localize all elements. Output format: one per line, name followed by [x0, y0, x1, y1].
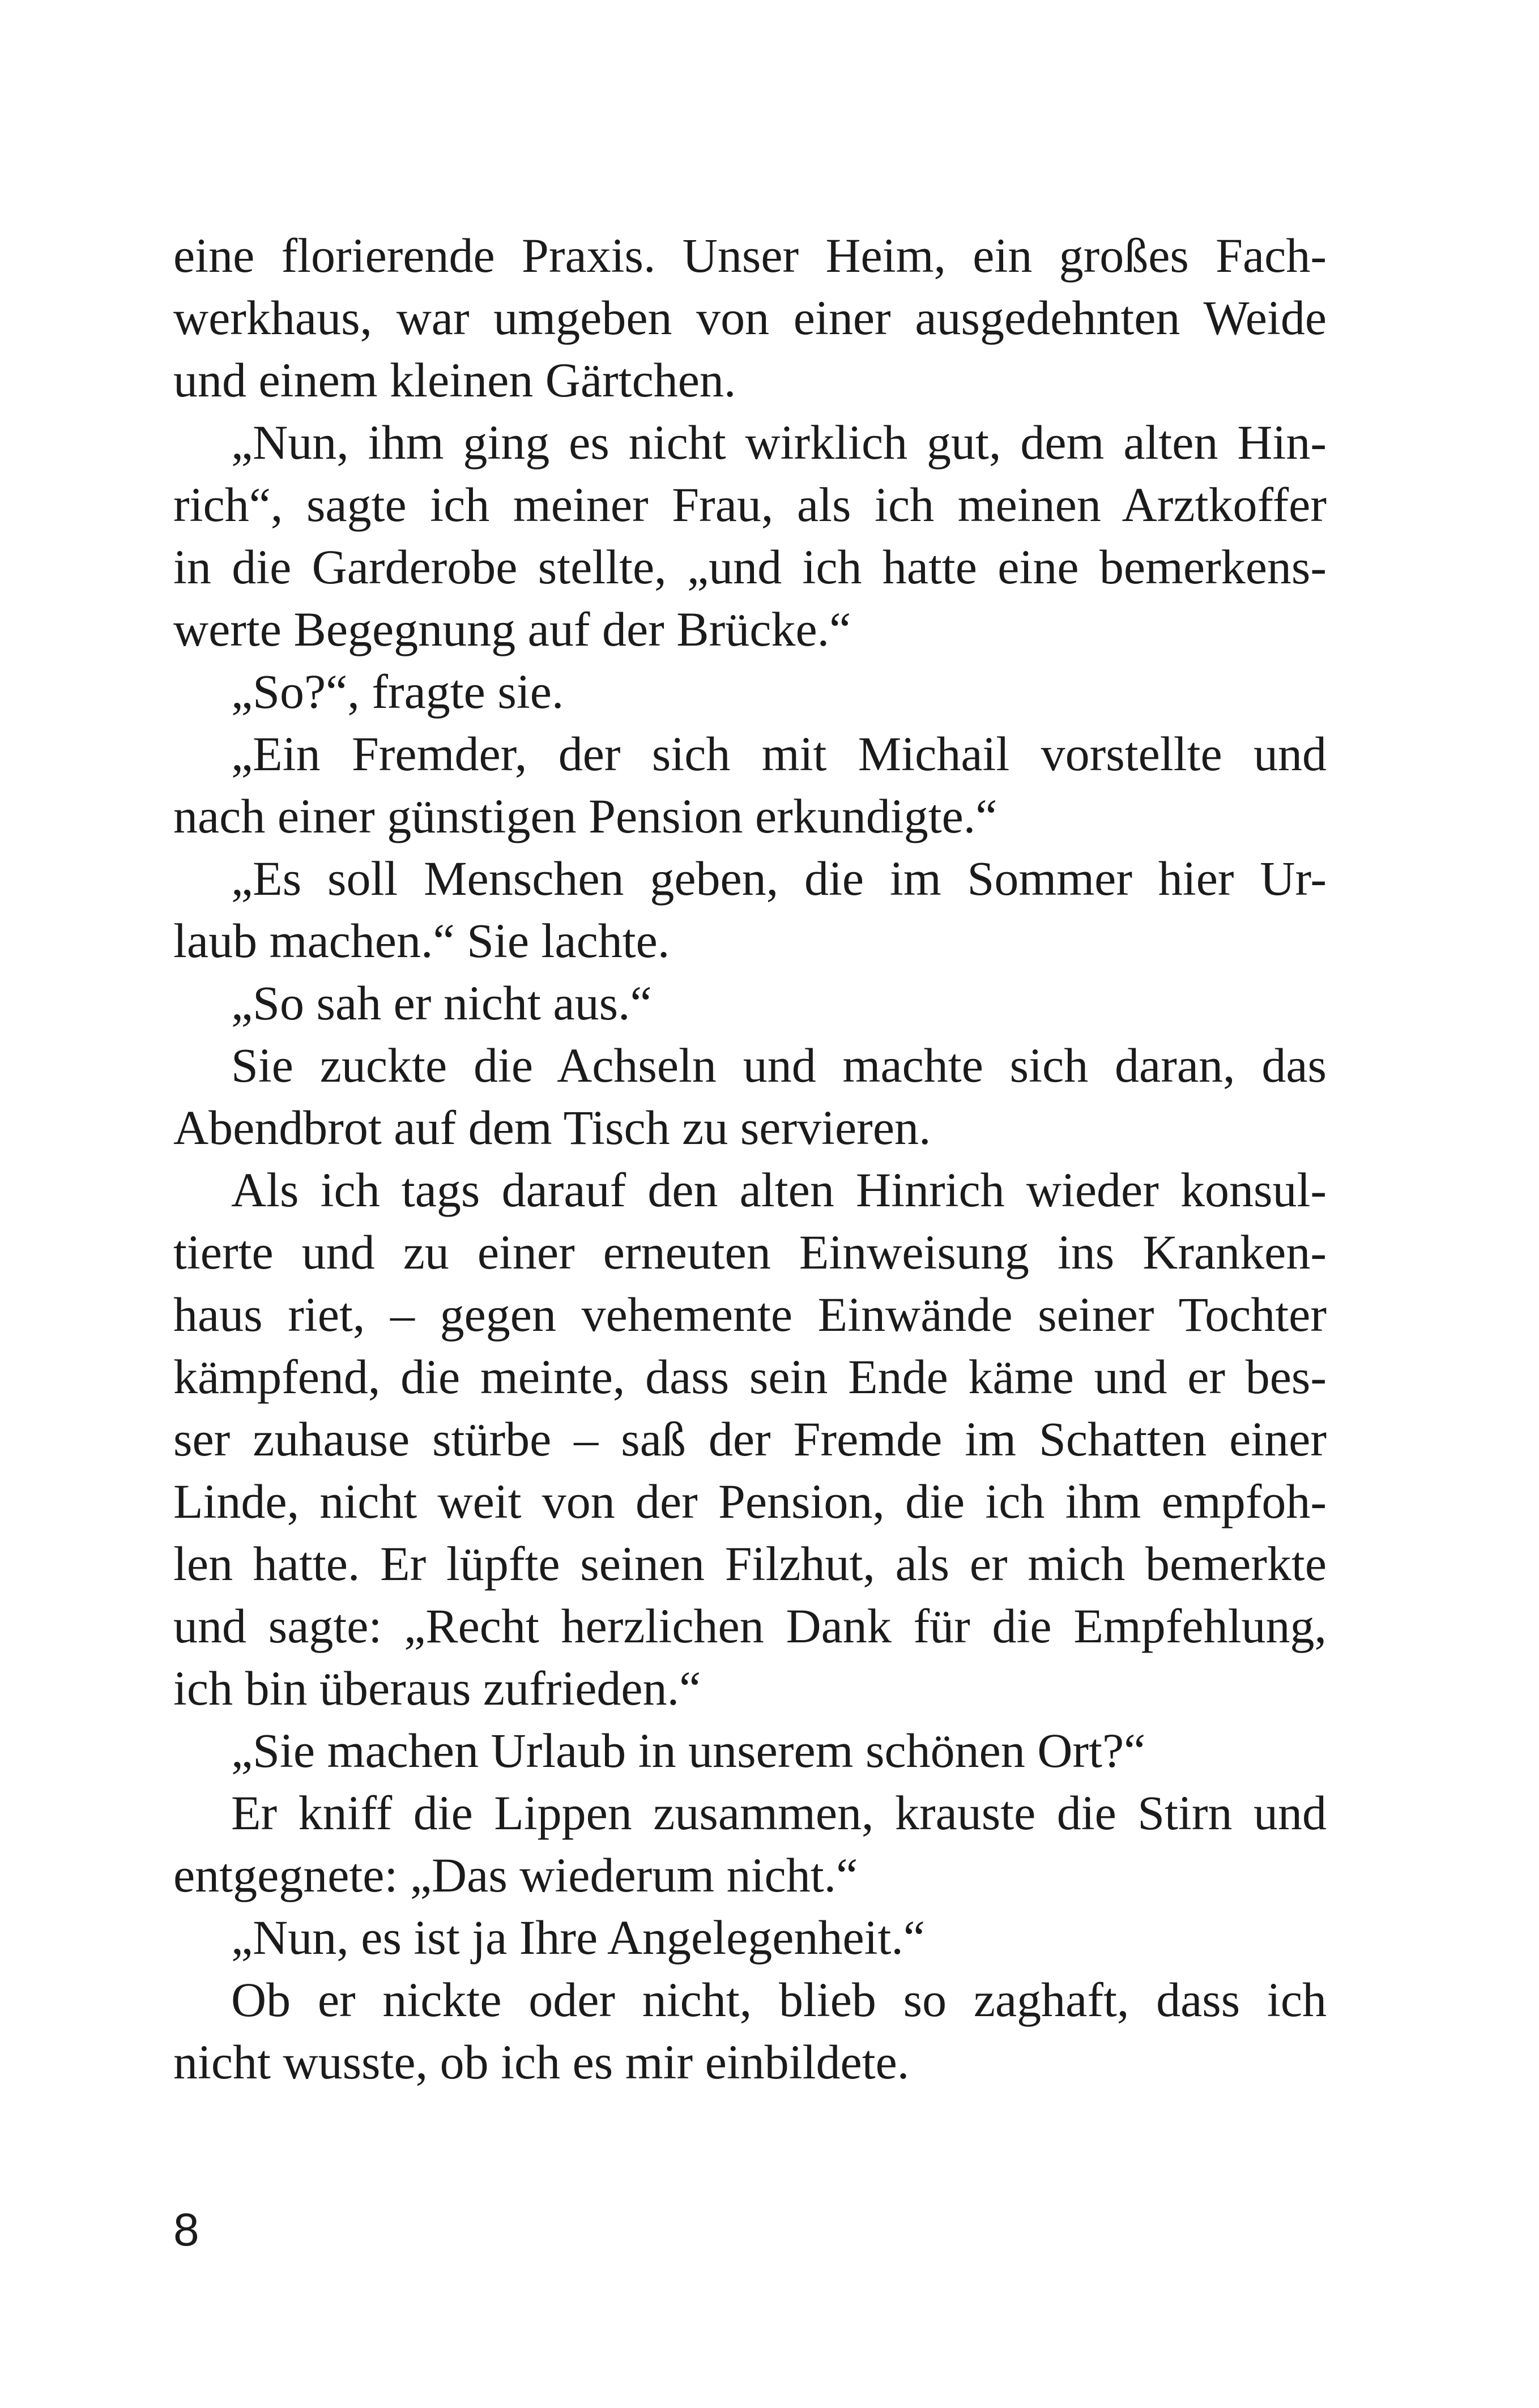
page-number: 8	[173, 2204, 199, 2256]
text-line: ser zuhause stürbe – saß der Fremde im Schatten einer	[173, 1412, 1327, 1466]
text-line: tierte und zu einer erneuten Einweisung ins Kranken-	[173, 1225, 1327, 1279]
body-text	[173, 224, 1327, 2093]
text-line: „Nun, es ist ja Ihre Angelegenheit.“	[231, 1910, 926, 1965]
text-line: „Es soll Menschen geben, die im Sommer hier Ur-	[231, 851, 1327, 906]
text-line: „So sah er nicht aus.“	[231, 976, 652, 1030]
text-line: und sagte: „Recht herzlichen Dank für die Empfehlung,	[173, 1599, 1327, 1653]
text-line: rich“, sagte ich meiner Frau, als ich meinen Arztkoffer	[173, 477, 1327, 532]
text-line: in die Garderobe stellte, „und ich hatte eine bemerkens-	[173, 540, 1327, 594]
text-line: laub machen.“ Sie lachte.	[173, 913, 670, 968]
text-line: und einem kleinen Gärtchen.	[173, 353, 736, 407]
text-line: „Nun, ihm ging es nicht wirklich gut, dem alten Hin-	[231, 415, 1327, 469]
text-line: eine florierende Praxis. Unser Heim, ein großes Fach-	[173, 228, 1327, 283]
text-line: „Sie machen Urlaub in unserem schönen Ort?“	[231, 1723, 1146, 1778]
text-line: ich bin überaus zufrieden.“	[173, 1661, 701, 1715]
text-line: len hatte. Er lüpfte seinen Filzhut, als er mich bemerkte	[173, 1536, 1327, 1591]
text-line: werkhaus, war umgeben von einer ausgedehnten Weide	[173, 291, 1327, 345]
text-line: entgegnete: „Das wiederum nicht.“	[173, 1848, 858, 1902]
text-line: nach einer günstigen Pension erkundigte.“	[173, 789, 997, 843]
text-line: werte Begegnung auf der Brücke.“	[173, 602, 851, 656]
text-line: Als ich tags darauf den alten Hinrich wieder konsul-	[231, 1163, 1327, 1217]
text-line: nicht wusste, ob ich es mir einbildete.	[173, 2035, 910, 2089]
text-line: kämpfend, die meinte, dass sein Ende käme und er bes-	[173, 1350, 1327, 1404]
text-line: Er kniff die Lippen zusammen, krauste die Stirn und	[231, 1786, 1327, 1840]
text-line: Sie zuckte die Achseln und machte sich daran, das	[231, 1038, 1327, 1092]
text-line: haus riet, – gegen vehemente Einwände seiner Tochter	[173, 1287, 1327, 1342]
text-line: „Ein Fremder, der sich mit Michail vorstellte und	[231, 727, 1327, 781]
text-line: Ob er nickte oder nicht, blieb so zaghaft, dass ich	[231, 1972, 1327, 2027]
text-line: Linde, nicht weit von der Pension, die ich ihm empfoh-	[173, 1474, 1327, 1529]
text-line: Abendbrot auf dem Tisch zu servieren.	[173, 1100, 931, 1155]
text-line: „So?“, fragte sie.	[231, 664, 564, 719]
